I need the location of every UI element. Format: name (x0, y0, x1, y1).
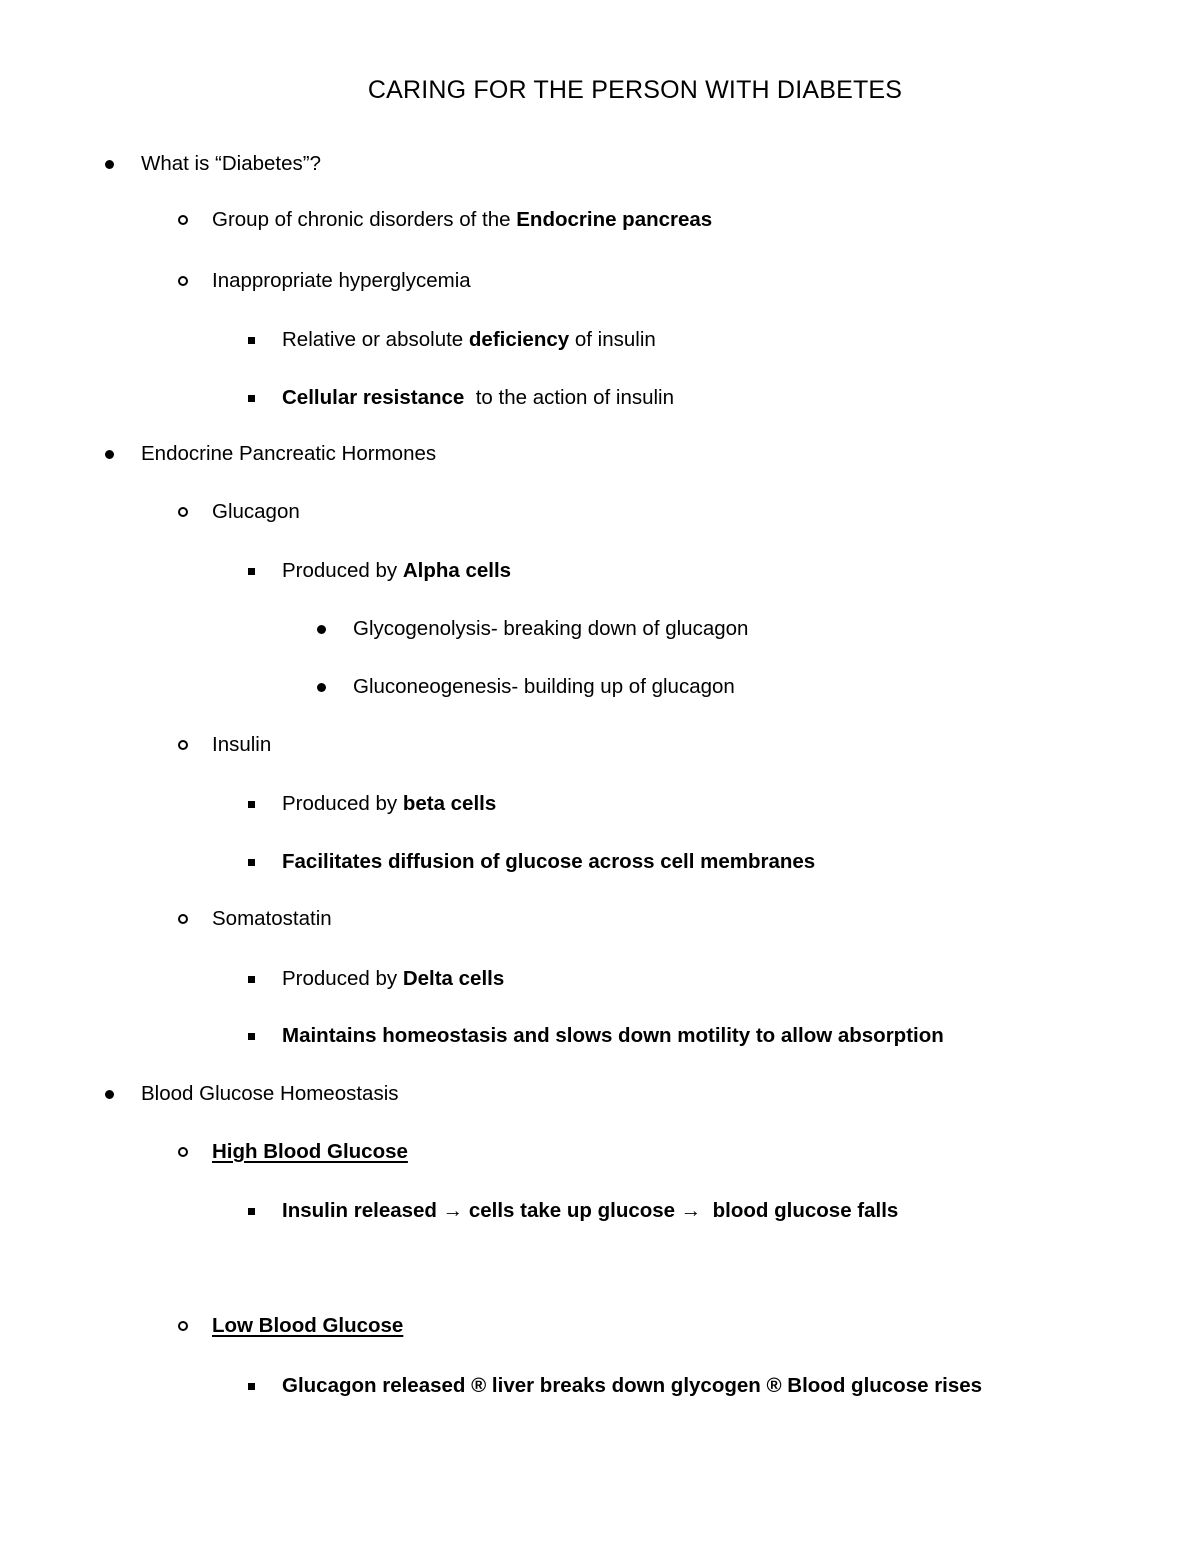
page-title: CARING FOR THE PERSON WITH DIABETES (367, 76, 903, 104)
bullet-square-icon (248, 848, 255, 876)
bullet-disc-icon (317, 673, 326, 701)
document-page: CARING FOR THE PERSON WITH DIABETES What is “Diabetes”? Group of chronic disorders of the Endocrine pancreas Inappropriate hyperglycemia Relative or absolute deficiency of insulin Cellular resistance to the action of insulin Endocrine Pancreatic Hormones Glucagon Produced by Alpha cells Glycogenolysis- breaking down of glucagon Gluconeogenesis- building up of glucagon Insulin Produced by beta cells Facilitates diffusion of glucose across cell membranes Somatostatin Produced by Delta cells Maintains homeostasis and slows down motility to allow absorption Blood Glucose Homeostasis High Blood Glucose Insulin released → cells take up glucose → blood glucose falls Low Blood Glucose Glucagon released ® liver breaks down glycogen ® Blood glucose rises (0, 0, 1200, 1553)
bullet-circle-icon (178, 206, 188, 234)
bullet-circle-icon (178, 1138, 188, 1166)
bullet-circle-icon (178, 905, 188, 933)
bullet-square-icon (248, 326, 255, 354)
bullet-circle-icon (178, 498, 188, 526)
bullet-square-icon (248, 384, 255, 412)
bullet-disc-icon (105, 150, 114, 178)
bullet-square-icon (248, 790, 255, 818)
bullet-disc-icon (317, 615, 326, 643)
bullet-square-icon (248, 1197, 255, 1225)
bullet-disc-icon (105, 1080, 114, 1108)
bullet-square-icon (248, 557, 255, 585)
bullet-square-icon (248, 1022, 255, 1050)
bullet-circle-icon (178, 1312, 188, 1340)
bullet-disc-icon (105, 440, 114, 468)
bullet-circle-icon (178, 267, 188, 295)
bullet-square-icon (248, 965, 255, 993)
bullet-square-icon (248, 1372, 255, 1400)
bullet-circle-icon (178, 731, 188, 759)
